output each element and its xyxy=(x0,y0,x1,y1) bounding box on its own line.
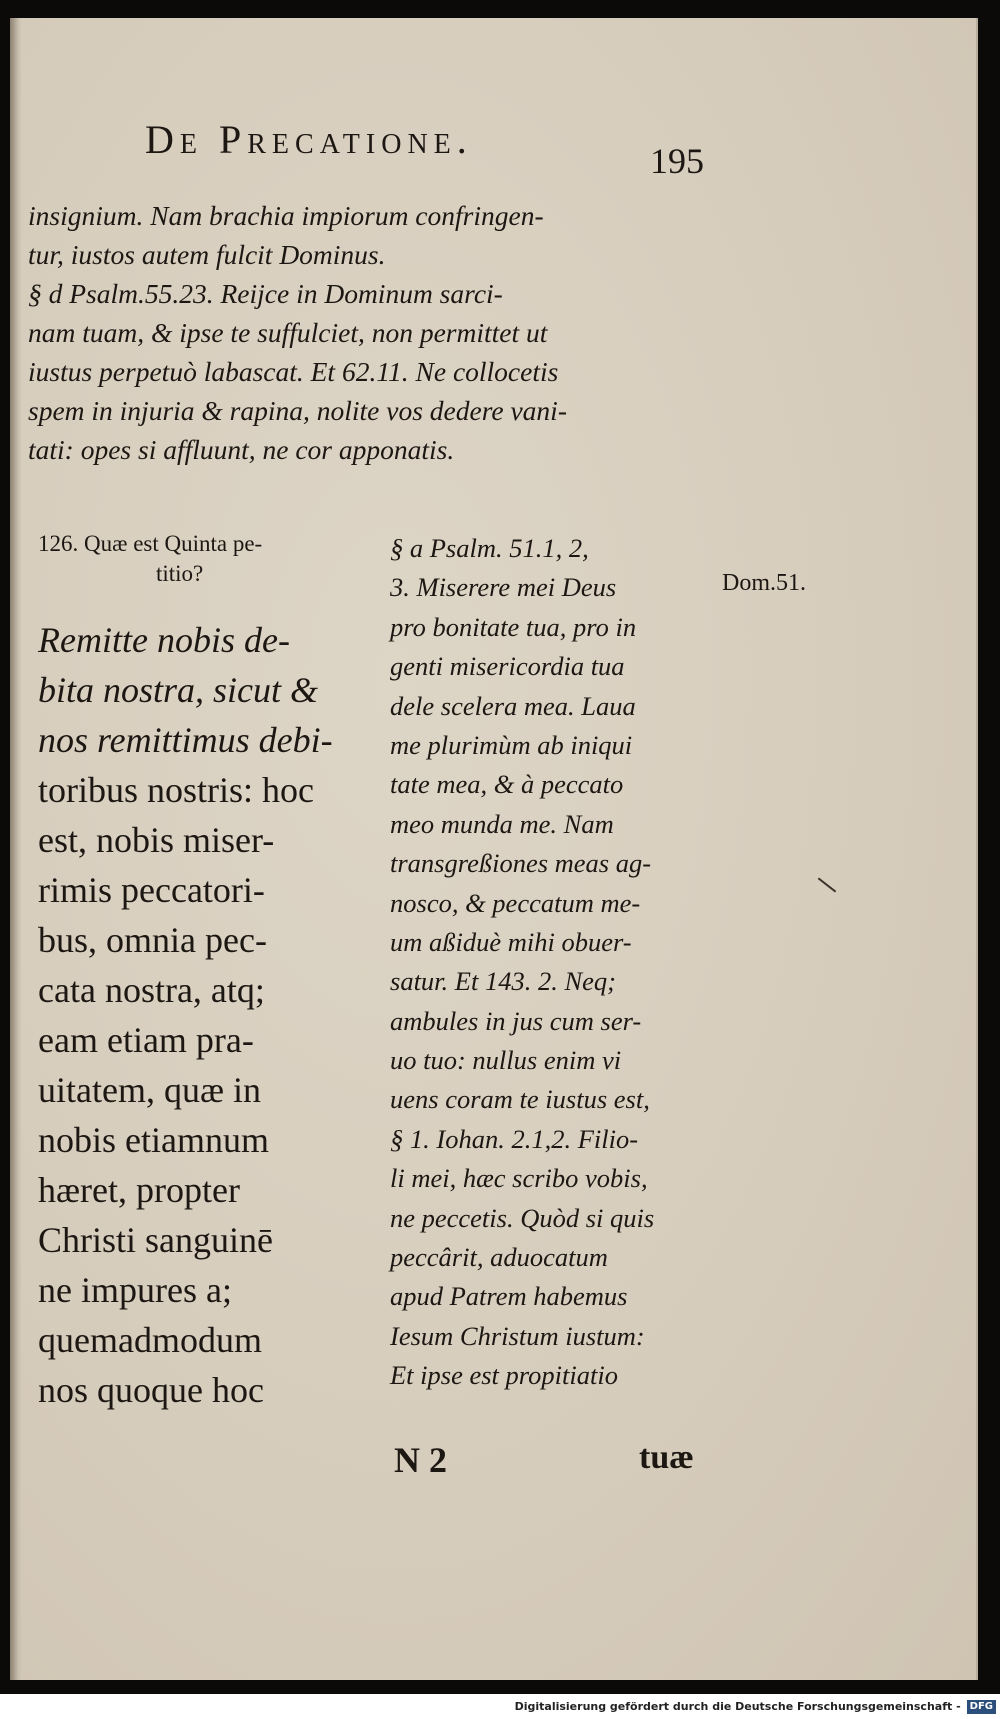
note-line: transgreßiones meas ag- xyxy=(390,848,652,879)
answer-line: Remitte nobis de- xyxy=(38,620,290,660)
note-line: nosco, & peccatum me- xyxy=(390,887,641,918)
answer-line: toribus nostris: hoc xyxy=(38,770,314,810)
note-line: Et ipse est propitiatio xyxy=(390,1360,618,1391)
answer-line: eam etiam pra- xyxy=(38,1020,254,1060)
answer-line: ne impures a; xyxy=(38,1270,232,1310)
margin-note: Dom.51. xyxy=(722,570,806,596)
right-column xyxy=(390,529,720,1396)
text-line: insignium. Nam brachia impiorum confringen- xyxy=(28,200,544,231)
catchword: tuæ xyxy=(639,1439,694,1476)
note-line: li mei, hæc scribo vobis, xyxy=(390,1163,648,1194)
note-line: ambules in jus cum ser- xyxy=(390,1005,642,1036)
note-line: peccârit, aduocatum xyxy=(390,1242,608,1273)
text-line: tati: opes si affluunt, ne cor apponatis. xyxy=(28,434,455,465)
note-line: Iesum Christum iustum: xyxy=(390,1320,645,1351)
answer-line: nos quoque hoc xyxy=(38,1370,264,1410)
text-line: tur, iustos autem fulcit Dominus. xyxy=(28,239,386,270)
note-line: pro bonitate tua, pro in xyxy=(390,611,637,642)
signature-mark: N 2 xyxy=(394,1440,447,1480)
answer-line: hæret, propter xyxy=(38,1170,240,1210)
answer-line: uitatem, quæ in xyxy=(38,1070,261,1110)
note-line: uens coram te iustus est, xyxy=(390,1084,650,1115)
note-line: dele scelera mea. Laua xyxy=(390,690,636,721)
note-line: § 1. Iohan. 2.1,2. Filio- xyxy=(390,1123,639,1154)
digitization-footer xyxy=(0,1694,1000,1719)
note-line: genti misericordia tua xyxy=(390,651,625,682)
dfg-logo: DFG xyxy=(967,1700,996,1714)
top-text-block xyxy=(28,196,708,469)
running-title: De Precatione. xyxy=(145,117,473,162)
page-spine-shadow xyxy=(10,18,22,1680)
answer-line: bita nostra, sicut & xyxy=(38,670,319,710)
question-line: titio? xyxy=(156,561,204,586)
text-line: nam tuam, & ipse te suffulciet, non permittet ut xyxy=(28,317,548,348)
answer-line: est, nobis miser- xyxy=(38,820,275,860)
note-line: § a Psalm. 51.1, 2, xyxy=(390,533,589,563)
answer-line: nobis etiamnum xyxy=(38,1120,269,1160)
ink-mark xyxy=(818,877,837,892)
note-line: satur. Et 143. 2. Neq; xyxy=(390,966,616,997)
question-line: 126. Quæ est Quinta pe- xyxy=(38,531,263,556)
note-line: um aßiduè mihi obuer- xyxy=(390,926,632,957)
note-line: tate mea, & à peccato xyxy=(390,769,624,800)
footer-text: Digitalisierung gefördert durch die Deutsche Forschungsgemeinschaft - xyxy=(514,1700,961,1713)
text-line: spem in injuria & rapina, nolite vos dedere vani- xyxy=(28,395,567,426)
answer-line: quemadmodum xyxy=(38,1320,262,1360)
note-line: meo munda me. Nam xyxy=(390,808,614,839)
left-column xyxy=(38,529,368,1415)
answer-line: Christi sanguinē xyxy=(38,1220,273,1260)
answer-line: bus, omnia pec- xyxy=(38,920,267,960)
text-line: iustus perpetuò labascat. Et 62.11. Ne collocetis xyxy=(28,356,559,387)
answer-line: nos remittimus debi- xyxy=(38,720,333,760)
text-line: § d Psalm.55.23. Reijce in Dominum sarci- xyxy=(28,278,503,309)
book-page xyxy=(10,18,978,1680)
note-line: me plurimùm ab iniqui xyxy=(390,729,633,760)
note-line: uo tuo: nullus enim vi xyxy=(390,1045,622,1076)
page-number: 195 xyxy=(650,141,704,181)
answer-line: rimis peccatori- xyxy=(38,870,265,910)
note-line: ne peccetis. Quòd si quis xyxy=(390,1202,655,1233)
note-line: 3. Miserere mei Deus xyxy=(390,572,617,603)
answer-line: cata nostra, atq; xyxy=(38,970,265,1010)
note-line: apud Patrem habemus xyxy=(390,1281,628,1312)
